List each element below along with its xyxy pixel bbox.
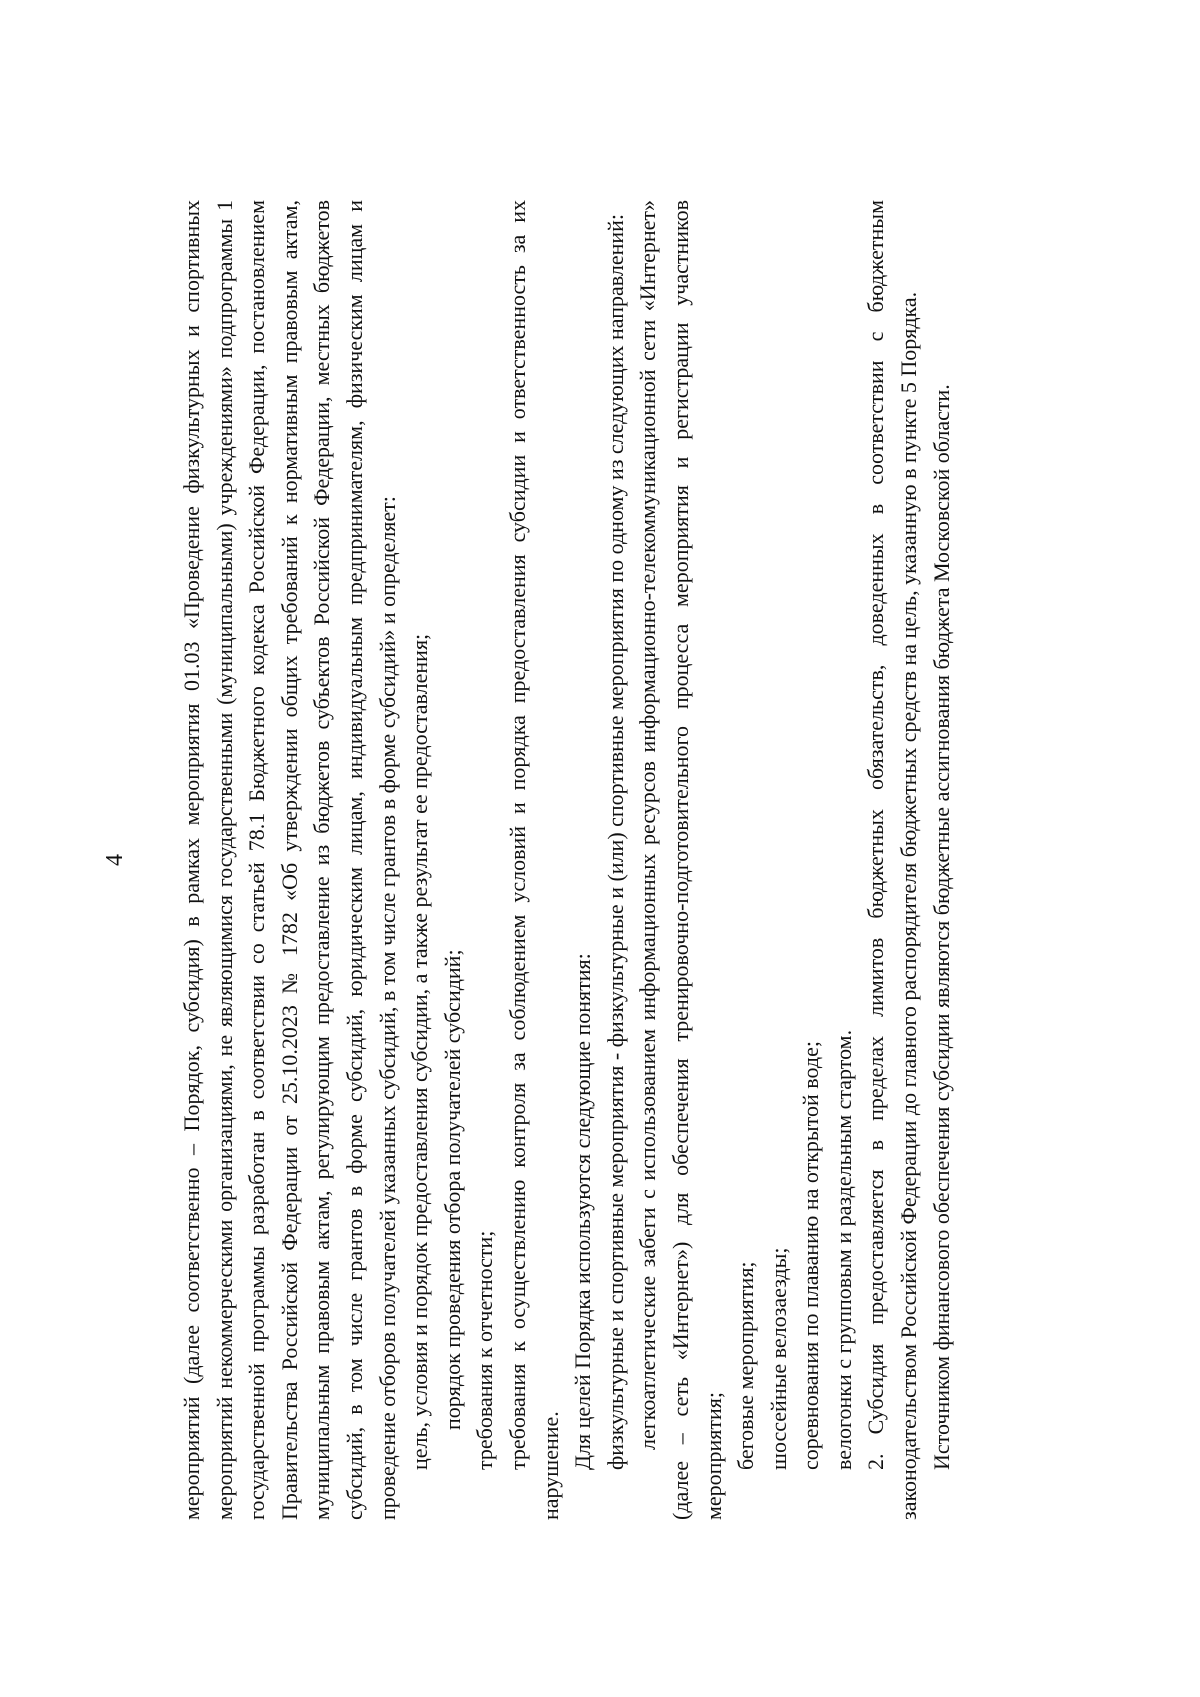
paragraph-events-definition: физкультурные и спортивные мероприятия - физкультурные и (или) спортивные мероприятия по одному из следующих направлений: bbox=[602, 213, 628, 1470]
list-item-bike-race: велогонки с групповым и раздельным стартом. bbox=[830, 1029, 856, 1470]
list-item-cycling: шоссейные велозаезды; bbox=[765, 1247, 791, 1470]
paragraph-athletics: легкоатлетические забеги с использованием информационных ресурсов информационно-телекоммуникационной сети «Интернет» (далее – сеть «Интернет») для обеспечения тренировочно-подготовительного процесса мероприятия и регистрации участников мероприятия; bbox=[635, 200, 726, 1520]
list-item-swimming: соревнования по плаванию на открытой воде; bbox=[798, 1041, 824, 1470]
page-number: 4 bbox=[102, 854, 128, 866]
paragraph-goal: цель, условия и порядок предоставления субсидии, а также результат ее предоставления; bbox=[407, 633, 433, 1470]
list-item-running: беговые мероприятия; bbox=[733, 1261, 759, 1470]
paragraph-subsidy-limits: 2. Субсидия предоставляется в пределах лимитов бюджетных обязательств, доведенных в соответствии с бюджетным законодательством Российской Федерации до главного распорядителя бюджетных средств на цель, указанную в пункте 5 Порядка. bbox=[863, 200, 922, 1520]
paragraph-funding-source: Источником финансового обеспечения субсидии являются бюджетные ассигнования бюджета Московской области. bbox=[928, 384, 954, 1470]
paragraph-intro: мероприятий (далее соответственно – Порядок, субсидия) в рамках мероприятия 01.03 «Проведение физкультурных и спортивных мероприятий некоммерческими организациями, не являющимися государственными (муниципальными) учреждениями» подпрограммы 1 государственной программы разработан в соответствии со статьей 78.1 Бюджетного кодекса Российской Федерации, постановлением Правительства Российской Федерации от 25.10.2023 № 1782 «Об утверждении общих требований к нормативным правовым актам, муниципальным правовым актам, регулирующим предоставление из бюджетов субъектов Российской Федерации, местных бюджетов субсидий, в том числе грантов в форме субсидий, юридическим лицам, индивидуальным предпринимателям, физическим лицам и проведение отборов получателей указанных субсидий, в том числе грантов в форме субсидий» и определяет: bbox=[179, 200, 400, 1520]
rotated-page-content bbox=[100, 130, 1060, 1590]
paragraph-control: требования к осуществлению контроля за соблюдением условий и порядка предоставления субсидии и ответственность за их нарушение. bbox=[504, 200, 563, 1520]
paragraph-reporting: требования к отчетности; bbox=[472, 1230, 498, 1470]
paragraph-definitions: Для целей Порядка используются следующие понятия: bbox=[570, 953, 596, 1470]
document-body bbox=[176, 200, 958, 1520]
paragraph-selection: порядок проведения отбора получателей субсидий; bbox=[439, 949, 465, 1430]
